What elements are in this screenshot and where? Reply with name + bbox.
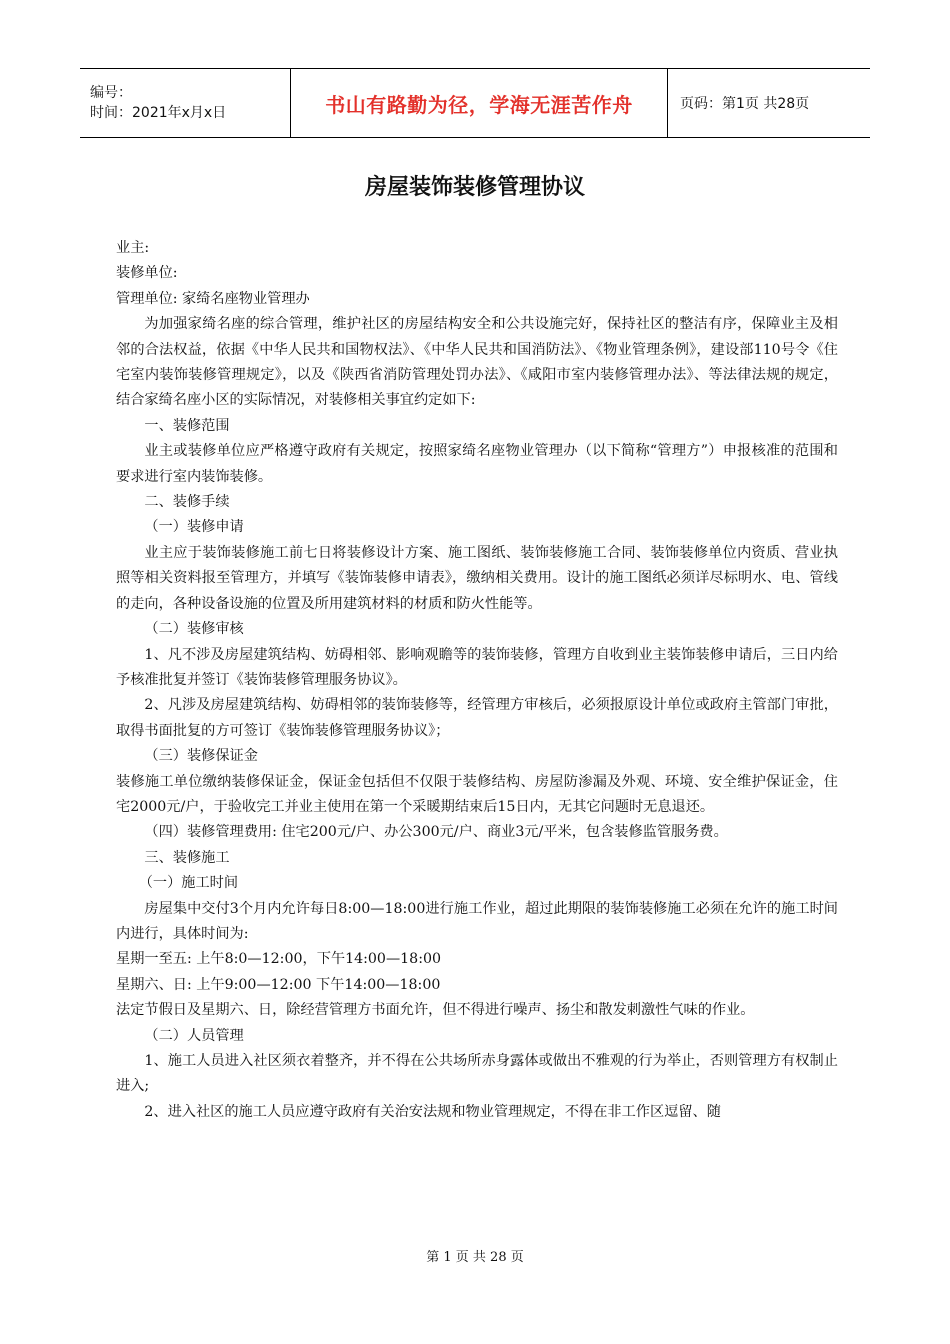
- date-label: 时间：2021年x月x日: [90, 105, 227, 121]
- subsection-heading: （二）装修审核: [144, 621, 244, 638]
- section-heading: 三、装修施工: [144, 849, 230, 866]
- subsection-heading: （三）装修保证金: [144, 748, 258, 765]
- contractor-line: 装修单位:: [116, 265, 178, 282]
- section-heading: 二、装修手续: [144, 494, 230, 511]
- section-heading: 一、装修范围: [144, 417, 230, 434]
- body-paragraph: 法定节假日及星期六、日，除经营管理方书面允许，但不得进行噪声、扬尘和散发刺激性气味的作业。: [116, 1002, 755, 1019]
- body-paragraph: 装修施工单位缴纳装修保证金，保证金包括但不仅限于装修结构、房屋防渗漏及外观、环境、安全维护保证金，住宅2000元/户，于验收完工并业主使用在第一个采暖期结束后15日内，无其它问题时无息退还。: [116, 773, 838, 815]
- header-meta: [80, 69, 291, 137]
- number-label: 编号：: [90, 85, 132, 101]
- subsection-heading: （二）人员管理: [144, 1027, 244, 1044]
- schedule-line: 星期一至五: 上午8:0—12:00，下午14:00—18:00: [116, 951, 442, 968]
- header-motto-cell: [291, 69, 668, 137]
- body-paragraph: 业主应于装饰装修施工前七日将装修设计方案、施工图纸、装饰装修施工合同、装饰装修单位内资质、营业执照等相关资料报至管理方，并填写《装饰装修申请表》，缴纳相关费用。设计的施工图纸必须详尽标明水、电、管线的走向，各种设备设施的位置及所用建筑材料的材质和防火性能等。: [116, 544, 838, 612]
- body-paragraph: 1、施工人员进入社区须衣着整齐，并不得在公共场所赤身露体或做出不雅观的行为举止，否则管理方有权制止进入;: [116, 1053, 838, 1095]
- document-title: 房屋装饰装修管理协议: [364, 175, 585, 200]
- intro-paragraph: 为加强家绮名座的综合管理，维护社区的房屋结构安全和公共设施完好，保持社区的整洁有序，保障业主及相邻的合法权益，依据《中华人民共和国物权法》、《中华人民共和国消防法》、《物业管理条例》，建设部110号令《住宅室内装饰装修管理规定》，以及《陕西省消防管理处罚办法》、《咸阳市室内装修管理办法》、等法律法规的规定，结合家绮名座小区的实际情况，对装修相关事宜约定如下:: [116, 316, 838, 409]
- body-paragraph: 2、进入社区的施工人员应遵守政府有关治安法规和物业管理规定，不得在非工作区逗留、随: [144, 1103, 721, 1120]
- subsection-heading: （一）施工时间: [138, 875, 239, 892]
- body-paragraph: （四）装修管理费用: 住宅200元/户、办公300元/户、商业3元/平米，包含装修监管服务费。: [144, 824, 728, 841]
- page-info-text: 页码：第1页 共28页: [680, 96, 810, 112]
- body-paragraph: 业主或装修单位应严格遵守政府有关规定，按照家绮名座物业管理办（以下简称“管理方”）申报核准的范围和要求进行室内装饰装修。: [116, 443, 838, 485]
- schedule-line: 星期六、日: 上午9:00—12:00 下午14:00—18:00: [116, 976, 441, 993]
- document-header: [80, 68, 870, 138]
- header-page-info: [668, 69, 870, 137]
- body-paragraph: 2、凡涉及房屋建筑结构、妨碍相邻的装饰装修等，经管理方审核后，必须报原设计单位或政府主管部门审批，取得书面批复的方可签订《装饰装修管理服务协议》；: [116, 697, 838, 739]
- motto-text: 书山有路勤为径，学海无涯苦作舟: [325, 92, 633, 117]
- page-footer: 第 1 页 共 28 页: [426, 1250, 524, 1265]
- body-paragraph: 1、凡不涉及房屋建筑结构、妨碍相邻、影响观瞻等的装饰装修，管理方自收到业主装饰装修申请后，三日内给予核准批复并签订《装饰装修管理服务协议》。: [116, 646, 838, 688]
- document-body: [116, 236, 838, 1125]
- management-line: 管理单位: 家绮名座物业管理办: [116, 290, 310, 307]
- subsection-heading: （一）装修申请: [144, 519, 244, 536]
- body-paragraph: 房屋集中交付3个月内允许每日8:00—18:00进行施工作业，超过此期限的装饰装修施工必须在允许的施工时间内进行，具体时间为:: [116, 900, 838, 942]
- owner-line: 业主:: [116, 240, 150, 256]
